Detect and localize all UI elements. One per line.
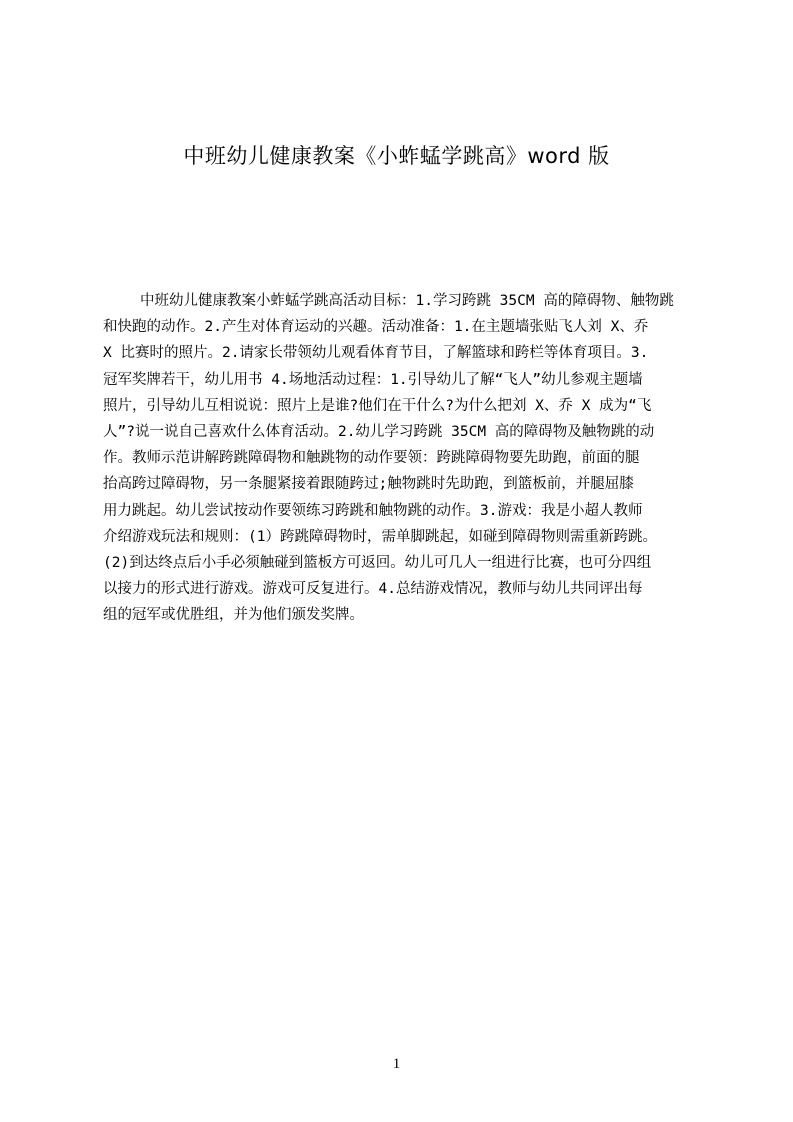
body-line: X 比赛时的照片。2.请家长带领幼儿观看体育节目，了解篮球和跨栏等体育项目。3. (103, 345, 649, 362)
body-line: 人”?说一说自己喜欢什么体育活动。2.幼儿学习跨跳 35CM 高的障碍物及触物跳的动 (103, 423, 655, 440)
body-line: 作。教师示范讲解跨跳障碍物和触跳物的动作要领：跨跳障碍物要先助跑，前面的腿 (103, 450, 640, 467)
body-line: 介绍游戏玩法和规则：(1）跨跳障碍物时，需单脚跳起，如碰到障碍物则需重新跨跳。 (103, 528, 657, 545)
body-line: 和快跑的动作。2.产生对体育运动的兴趣。活动准备：1.在主题墙张贴飞人刘 X、乔 (103, 319, 649, 336)
body-line: 组的冠军或优胜组，并为他们颁发奖牌。 (103, 607, 364, 624)
body-line: 以接力的形式进行游戏。游戏可反复进行。4.总结游戏情况，教师与幼儿共同评出每 (103, 581, 643, 598)
document-body (103, 288, 709, 628)
body-line: 冠军奖牌若干，幼儿用书 4.场地活动过程：1.引导幼儿了解“飞人”幼儿参观主题墙 (103, 371, 643, 388)
body-line: (2)到达终点后小手必须触碰到篮板方可返回。幼儿可几人一组进行比赛，也可分四组 (103, 554, 652, 571)
page-number: 1 (392, 1056, 401, 1072)
body-line: 中班幼儿健康教案小蚱蜢学跳高活动目标：1.学习跨跳 35CM 高的障碍物、触物跳 (140, 293, 674, 309)
body-line: 照片，引导幼儿互相说说：照片上是谁?他们在干什么?为什么把刘 X、乔 X 成为“飞 (103, 397, 652, 414)
document-title: 中班幼儿健康教案《小蚱蜢学跳高》word 版 (183, 144, 610, 168)
body-line: 抬高跨过障碍物，另一条腿紧接着跟随跨过;触物跳时先助跑，到篮板前，并腿屈膝 (103, 476, 634, 493)
body-line: 用力跳起。幼儿尝试按动作要领练习跨跳和触物跳的动作。3.游戏：我是小超人教师 (103, 502, 643, 519)
